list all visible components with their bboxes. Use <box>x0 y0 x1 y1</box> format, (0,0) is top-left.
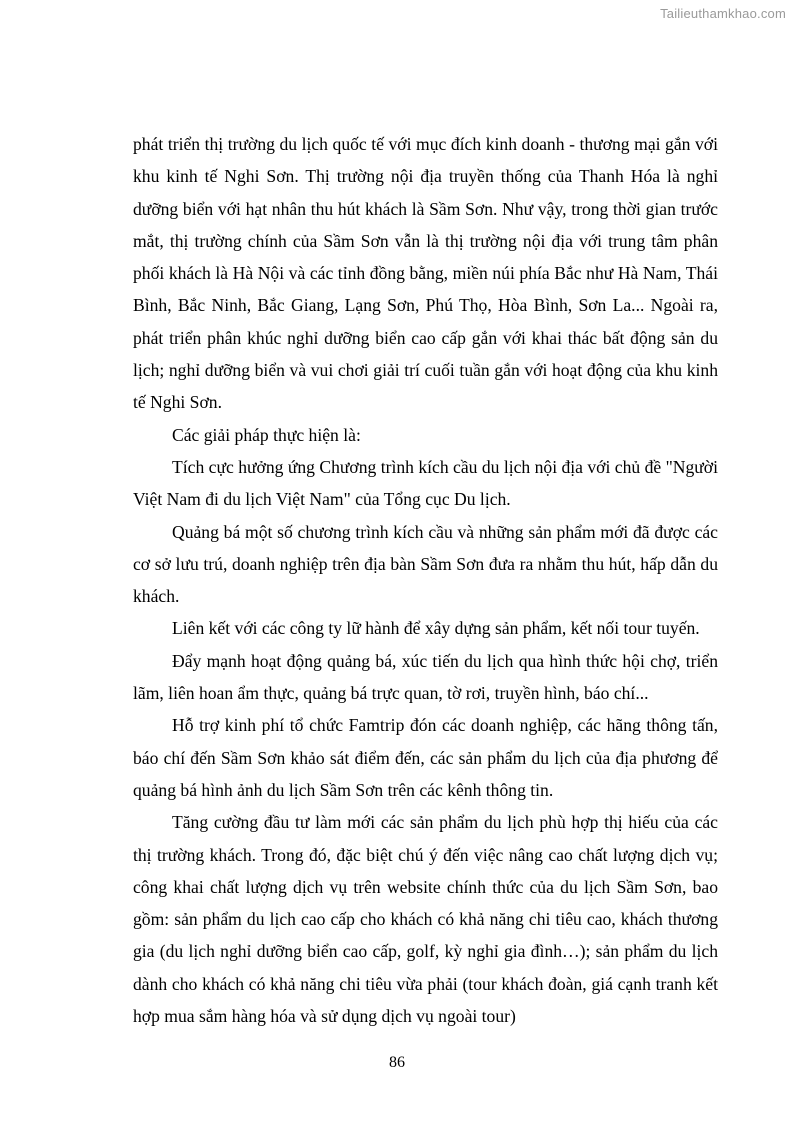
paragraph-solutions-intro: Các giải pháp thực hiện là: <box>172 424 361 445</box>
page-number: 86 <box>389 1054 405 1071</box>
paragraph-promote-products: Quảng bá một số chương trình kích cầu và những sản phẩm mới đã được các cơ sở lưu trú, doanh nghiệp trên địa bàn Sầm Sơn đưa ra nhằm thu hút, hấp dẫn du khách. <box>133 521 718 607</box>
paragraph-product-investment: Tăng cường đầu tư làm mới các sản phẩm du lịch phù hợp thị hiếu của các thị trường khách. Trong đó, đặc biệt chú ý đến việc nâng cao chất lượng dịch vụ; công khai chất lượng dịch vụ trên website chính thức của du lịch Sầm Sơn, bao gồm: sản phẩm du lịch cao cấp cho khách có khả năng chi tiêu cao, khách thương gia (du lịch nghỉ dưỡng biển cao cấp, golf, kỳ nghỉ gia đình…); sản phẩm du lịch dành cho khách có khả năng chi tiêu vừa phải (tour khách đoàn, giá cạnh tranh kết hợp mua sắm hàng hóa và sử dụng dịch vụ ngoài tour) <box>133 812 718 1027</box>
paragraph-famtrip-support: Hỗ trợ kinh phí tổ chức Famtrip đón các doanh nghiệp, các hãng thông tấn, báo chí đến Sầm Sơn khảo sát điểm đến, các sản phẩm du lịch của địa phương để quảng bá hình ảnh du lịch Sầm Sơn trên các kênh thông tin. <box>133 715 718 800</box>
paragraph-travel-partners: Liên kết với các công ty lữ hành để xây dựng sản phẩm, kết nối tour tuyến. <box>172 618 700 639</box>
paragraph-market-continuation: phát triển thị trường du lịch quốc tế với mục đích kinh doanh - thương mại gắn với khu kinh tế Nghi Sơn. Thị trường nội địa truyền thống của Thanh Hóa là nghỉ dưỡng biển với hạt nhân thu hút khách là Sầm Sơn. Như vậy, trong thời gian trước mắt, thị trường chính của Sầm Sơn vẫn là thị trường nội địa với trung tâm phân phối khách là Hà Nội và các tỉnh đồng bằng, miền núi phía Bắc như Hà Nam, Thái Bình, Bắc Ninh, Bắc Giang, Lạng Sơn, Phú Thọ, Hòa Bình, Sơn La... Ngoài ra, phát triển phân khúc nghỉ dưỡng biển cao cấp gắn với khai thác bất động sản du lịch; nghỉ dưỡng biển và vui chơi giải trí cuối tuần gắn với hoạt động của khu kinh tế Nghi Sơn. <box>133 134 718 413</box>
paragraph-stimulus-program: Tích cực hưởng ứng Chương trình kích cầu du lịch nội địa với chủ đề "Người Việt Nam đi du lịch Việt Nam" của Tổng cục Du lịch. <box>133 456 718 510</box>
paragraph-promotion-activities: Đẩy mạnh hoạt động quảng bá, xúc tiến du lịch qua hình thức hội chợ, triển lãm, liên hoan ẩm thực, quảng bá trực quan, tờ rơi, truyền hình, báo chí... <box>133 650 718 704</box>
document-body <box>133 128 718 1032</box>
watermark-text: Tailieuthamkhao.com <box>660 6 786 21</box>
